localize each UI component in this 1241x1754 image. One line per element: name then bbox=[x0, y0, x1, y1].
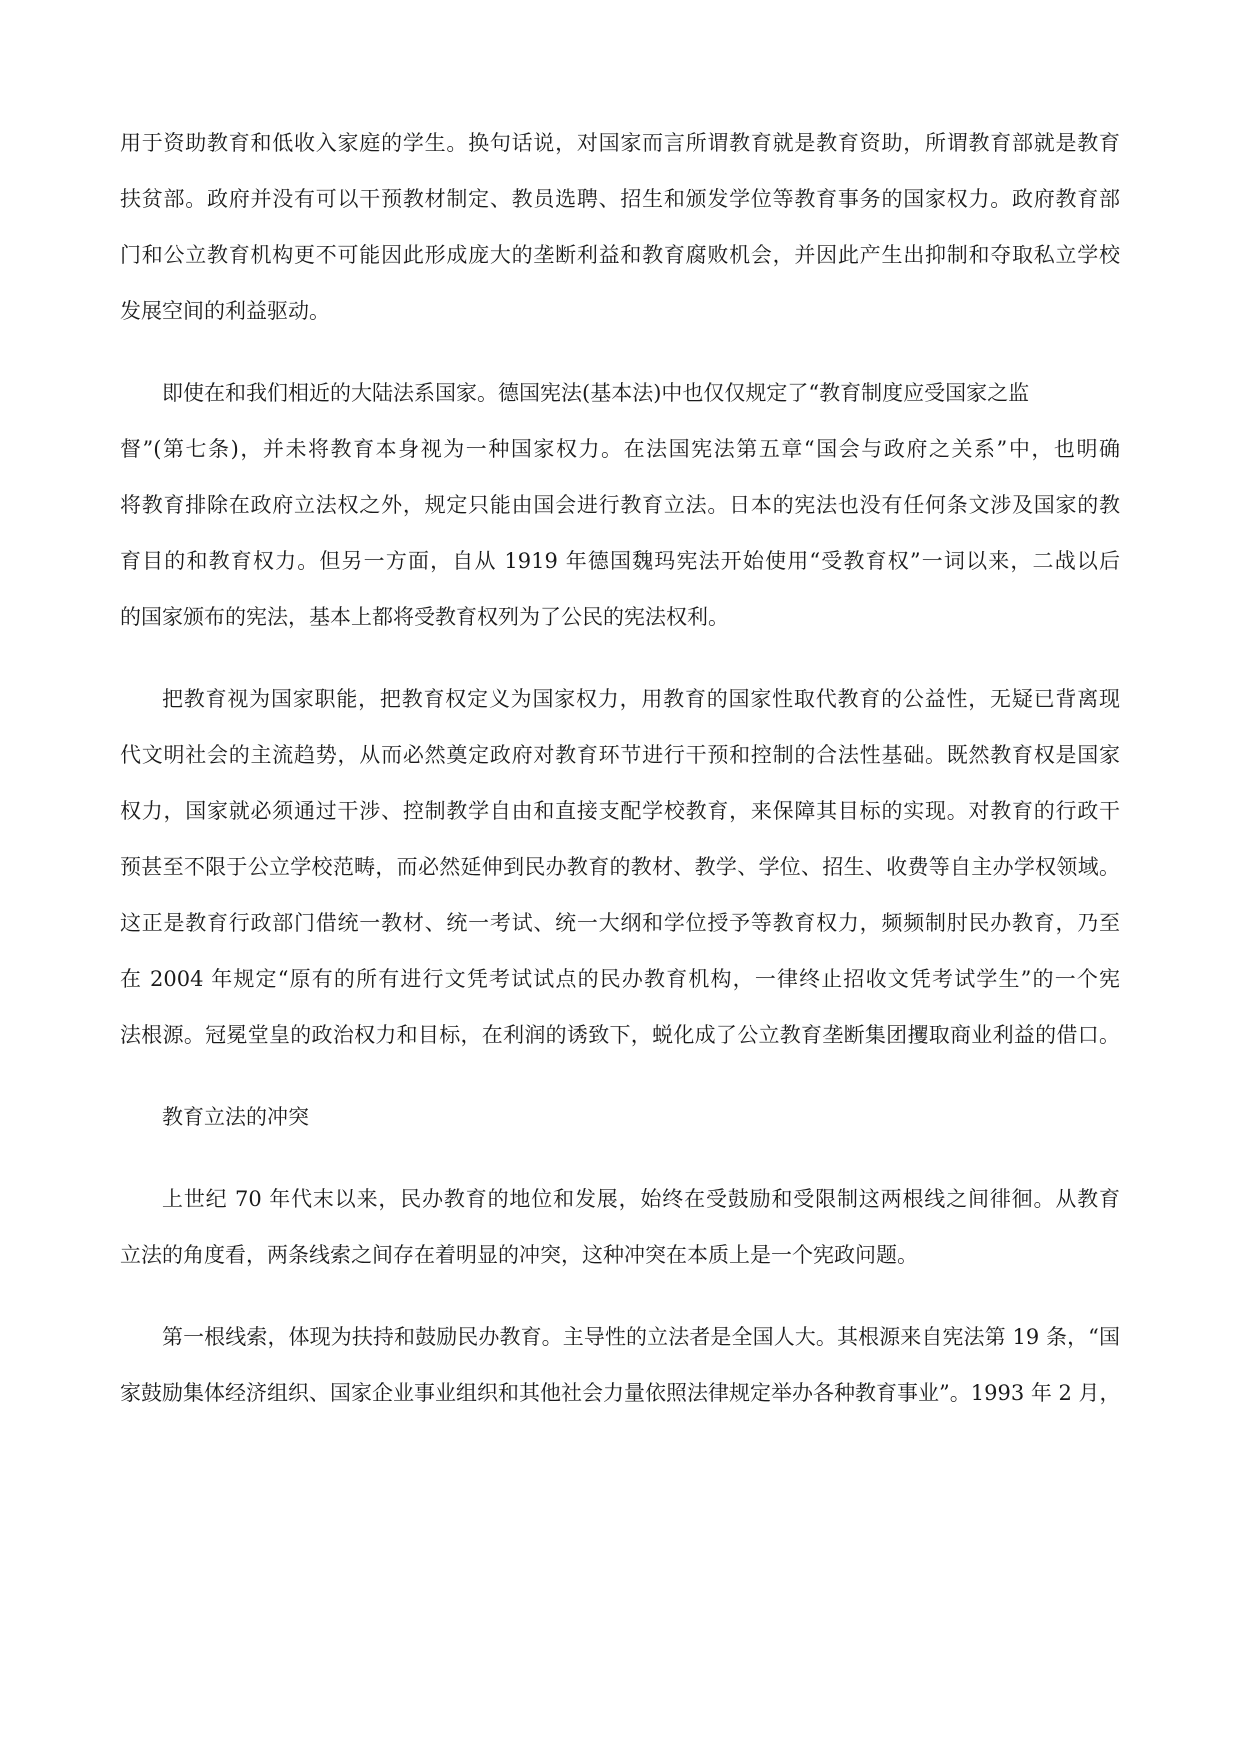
paragraph-1-line-4: 发展空间的利益驱动。 bbox=[120, 299, 330, 323]
paragraph-4-line-1: 上世纪 70 年代末以来，民办教育的地位和发展，始终在受鼓励和受限制这两根线之间徘徊。从教育 bbox=[162, 1187, 1120, 1211]
paragraph-3-line-7: 法根源。冠冕堂皇的政治权力和目标，在利润的诱致下，蜕化成了公立教育垄断集团攫取商业利益的借口。 bbox=[120, 1023, 1120, 1047]
paragraph-3-line-3: 权力，国家就必须通过干涉、控制教学自由和直接支配学校教育，来保障其目标的实现。对教育的行政干 bbox=[120, 799, 1120, 823]
paragraph-3-line-4: 预甚至不限于公立学校范畴，而必然延伸到民办教育的教材、教学、学位、招生、收费等自主办学权领域。 bbox=[120, 855, 1120, 879]
paragraph-3-line-6: 在 2004 年规定“原有的所有进行文凭考试试点的民办教育机构，一律终止招收文凭考试学生”的一个宪 bbox=[120, 967, 1120, 991]
paragraph-3-line-1: 把教育视为国家职能，把教育权定义为国家权力，用教育的国家性取代教育的公益性，无疑已背离现 bbox=[162, 687, 1120, 711]
paragraph-2-line-5: 的国家颁布的宪法，基本上都将受教育权列为了公民的宪法权利。 bbox=[120, 605, 729, 629]
paragraph-2-line-2: 督”(第七条)，并未将教育本身视为一种国家权力。在法国宪法第五章“国会与政府之关系”中，也明确 bbox=[120, 437, 1120, 461]
paragraph-2-line-3: 将教育排除在政府立法权之外，规定只能由国会进行教育立法。日本的宪法也没有任何条文涉及国家的教 bbox=[120, 493, 1120, 517]
paragraph-2-line-4: 育目的和教育权力。但另一方面，自从 1919 年德国魏玛宪法开始使用“受教育权”一词以来，二战以后 bbox=[120, 549, 1120, 573]
paragraph-5-line-1: 第一根线索，体现为扶持和鼓励民办教育。主导性的立法者是全国人大。其根源来自宪法第 19 条，“国 bbox=[162, 1325, 1120, 1349]
paragraph-1-line-3: 门和公立教育机构更不可能因此形成庞大的垄断利益和教育腐败机会，并因此产生出抑制和夺取私立学校 bbox=[120, 243, 1120, 267]
paragraph-1-line-1: 用于资助教育和低收入家庭的学生。换句话说，对国家而言所谓教育就是教育资助，所谓教育部就是教育 bbox=[120, 131, 1120, 155]
paragraph-3-line-2: 代文明社会的主流趋势，从而必然奠定政府对教育环节进行干预和控制的合法性基础。既然教育权是国家 bbox=[120, 743, 1120, 767]
paragraph-3-line-5: 这正是教育行政部门借统一教材、统一考试、统一大纲和学位授予等教育权力，频频制肘民办教育，乃至 bbox=[120, 911, 1120, 935]
paragraph-1-line-2: 扶贫部。政府并没有可以干预教材制定、教员选聘、招生和颁发学位等教育事务的国家权力。政府教育部 bbox=[120, 187, 1120, 211]
paragraph-2-line-1: 即使在和我们相近的大陆法系国家。德国宪法(基本法)中也仅仅规定了“教育制度应受国家之监 bbox=[162, 381, 1030, 405]
section-heading: 教育立法的冲突 bbox=[162, 1105, 309, 1129]
paragraph-5-line-2: 家鼓励集体经济组织、国家企业事业组织和其他社会力量依照法律规定举办各种教育事业”。1993 年 2 月， bbox=[120, 1381, 1121, 1405]
paragraph-4-line-2: 立法的角度看，两条线索之间存在着明显的冲突，这种冲突在本质上是一个宪政问题。 bbox=[120, 1243, 918, 1267]
